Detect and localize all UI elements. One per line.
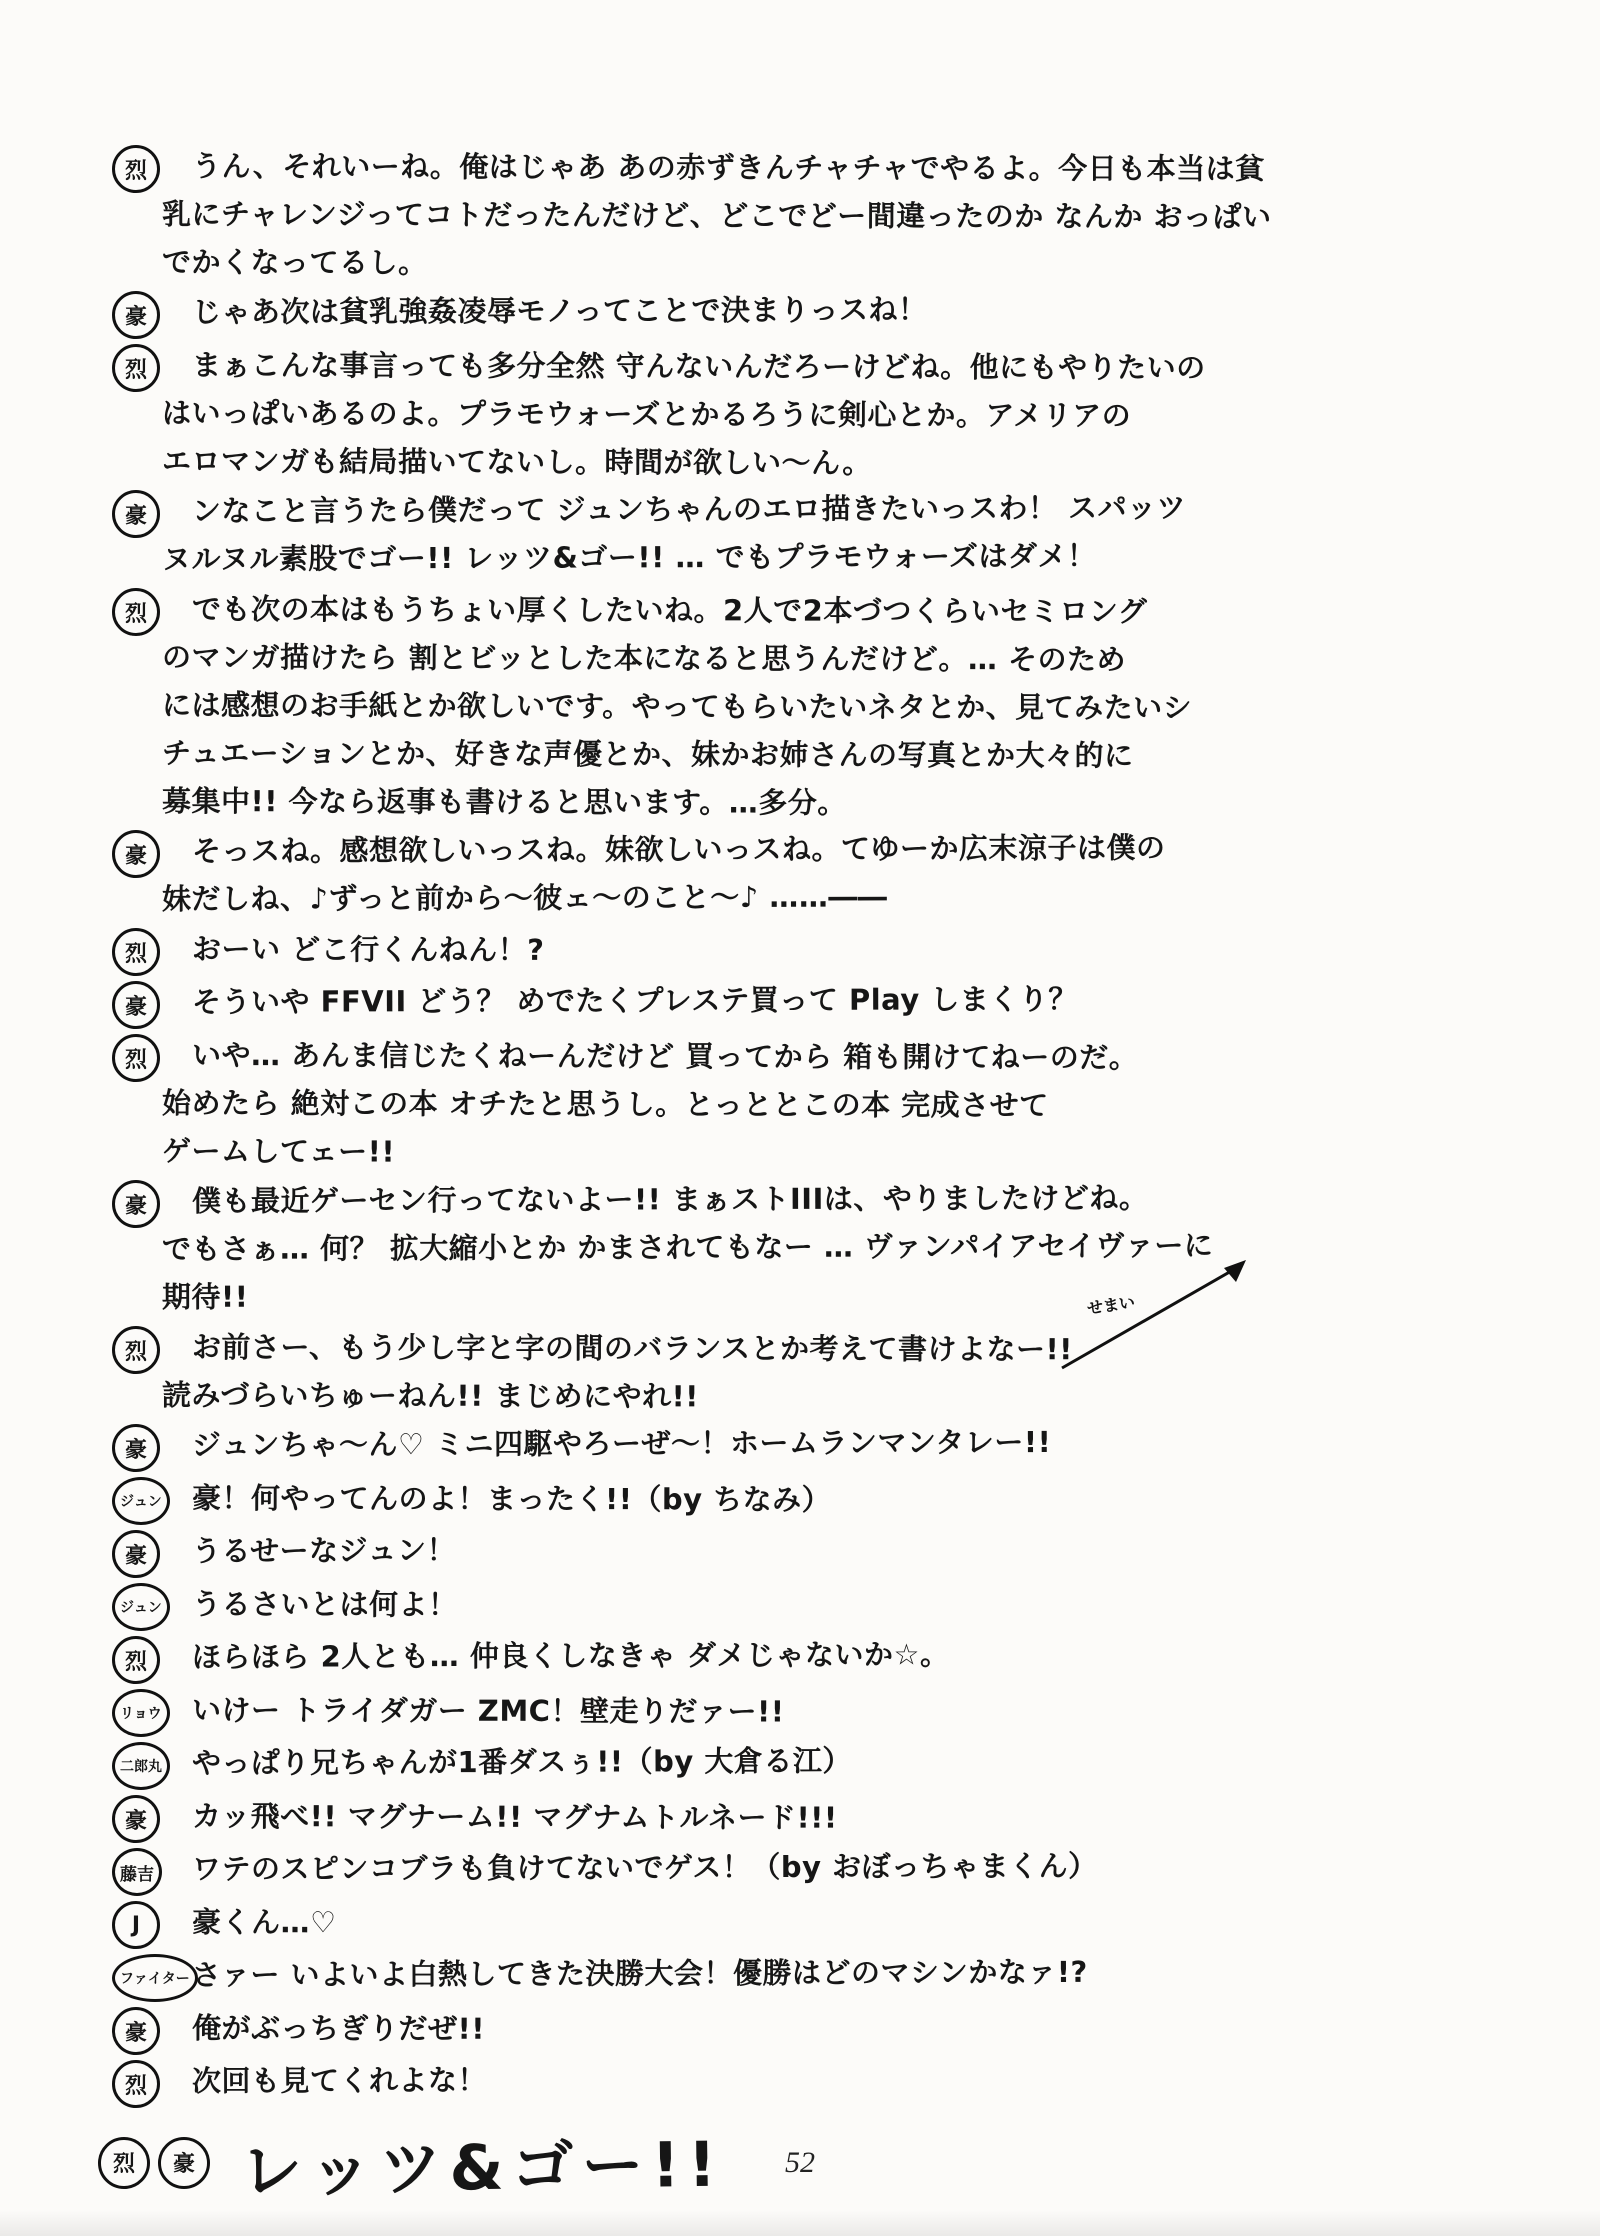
dialogue-line: カッ飛べ!! マグナーム!! マグナムトルネード!!!	[191, 1799, 838, 1835]
speaker-badge: 豪	[112, 1795, 160, 1843]
dialogue-entry	[112, 341, 1560, 485]
dialogue-line: でも次の本はもうちょい厚くしたいね。2人で2本づつくらいセミロング	[191, 592, 1148, 629]
dialogue-lines	[192, 2004, 1560, 2052]
speaker-badge-column	[112, 2004, 192, 2055]
dialogue-lines	[161, 142, 1560, 286]
dialogue-lines	[192, 1845, 1560, 1893]
speaker-badge: ジュン	[112, 1583, 170, 1631]
speaker-badge: 烈	[112, 2060, 160, 2108]
dialogue-line: ンなこと言うたら僕だって ジュンちゃんのエロ描きたいっスわ！ スパッツ	[191, 490, 1187, 528]
page-number: 52	[785, 2146, 815, 2179]
speaker-badge-column	[112, 827, 192, 878]
dialogue-lines	[161, 341, 1560, 485]
speaker-badge-column	[112, 1951, 192, 2002]
dialogue-entry	[112, 827, 1560, 923]
speaker-badge: J	[112, 1901, 160, 1949]
speaker-badge: リョウ	[112, 1689, 170, 1737]
speaker-badge: ファイター	[112, 1954, 198, 2002]
speaker-badge-column	[112, 1580, 192, 1631]
dialogue-line: 乳にチャレンジってコトだったんだけど、どこでどー間違ったのか なんか おっぱい	[161, 197, 1272, 234]
dialogue-list	[112, 142, 1560, 2108]
speaker-badge: 豪	[112, 291, 160, 339]
dialogue-entry	[112, 1686, 1560, 1737]
dialogue-line: うるさいとは何よ！	[191, 1587, 458, 1622]
dialogue-line: まぁこんな事言っても多分全然 守んないんだろーけどね。他にもやりたいの	[191, 348, 1206, 385]
dialogue-entry	[112, 2004, 1560, 2055]
speaker-badge: 烈	[112, 1326, 160, 1374]
dialogue-lines	[192, 288, 1560, 336]
dialogue-entry	[112, 1474, 1560, 1525]
dialogue-line: 始めたら 絶対この本 オチたと思うし。とっととこの本 完成させて	[161, 1086, 1049, 1123]
dialogue-line: チュエーションとか、好きな声優とか、妹かお姉さんの写真とか大々的に	[161, 736, 1134, 773]
dialogue-entry	[112, 142, 1560, 286]
speaker-badge: 豪	[112, 490, 160, 538]
dialogue-entry	[112, 1951, 1560, 2002]
dialogue-line: お前さー、もう少し字と字の間のバランスとか考えて書けよなー!!	[191, 1330, 1073, 1367]
speaker-badge-column	[112, 1845, 192, 1896]
dialogue-line: おーい どこ行くんねん！?	[191, 932, 545, 967]
speaker-badge: 豪	[158, 2137, 210, 2189]
dialogue-entry	[112, 1421, 1560, 1472]
dialogue-line: 豪くん…♡	[191, 1905, 337, 1940]
dialogue-line: には感想のお手紙とか欲しいです。やってもらいたいネタとか、見てみたいシ	[161, 688, 1193, 725]
speaker-badge-column	[112, 142, 192, 193]
dialogue-line: エロマンガも結局描いてないし。時間が欲しい〜ん。	[161, 444, 872, 480]
speaker-badge: 烈	[112, 928, 160, 976]
dialogue-line: 妹だしね、♪ずっと前から〜彼ェ〜のこと〜♪ ……――	[161, 879, 888, 916]
dialogue-line: そっスね。感想欲しいっスね。妹欲しいっスね。てゆーか広末涼子は僕の	[191, 830, 1166, 868]
speaker-badge-column	[112, 1177, 192, 1228]
finale-text: レッツ&ゴー!!	[239, 2127, 725, 2208]
speaker-badge-column	[112, 1474, 192, 1525]
dialogue-line: でかくなってるし。	[161, 245, 428, 280]
dialogue-lines	[192, 1792, 1560, 1840]
speaker-badge-column	[112, 2057, 192, 2108]
dialogue-line: さァー いよいよ白熱してきた決勝大会！優勝はどのマシンかなァ!?	[191, 1954, 1088, 1992]
dialogue-line: 次回も見てくれよな！	[191, 2062, 488, 2098]
dialogue-lines	[192, 978, 1560, 1026]
dialogue-line: ワテのスピンコブラも負けてないでゲス！（by おぼっちゃまくん）	[191, 1848, 1098, 1886]
dialogue-lines	[161, 1031, 1560, 1175]
dialogue-entry	[112, 1633, 1560, 1684]
dialogue-entry	[112, 1792, 1560, 1843]
dialogue-line: ほらほら 2人とも… 仲良くしなきゃ ダメじゃないか☆。	[191, 1637, 950, 1674]
dialogue-line: ヌルヌル素股でゴー!! レッツ&ゴー!! … でもプラモウォーズはダメ！	[161, 538, 1097, 576]
dialogue-lines	[192, 1739, 1560, 1787]
speaker-badge-column	[112, 925, 192, 976]
speaker-badge: 豪	[112, 830, 160, 878]
afterword-content	[112, 142, 1560, 2207]
speaker-badge: 烈	[112, 344, 160, 392]
speaker-badge-column	[112, 585, 192, 636]
speaker-badge-column	[112, 1323, 192, 1374]
speaker-badge: 烈	[112, 588, 160, 636]
speaker-badge-column	[112, 1527, 192, 1578]
dialogue-lines	[192, 1421, 1560, 1469]
speaker-badge-column	[112, 1792, 192, 1843]
speaker-badge: 二郎丸	[112, 1742, 170, 1790]
speaker-badge-column	[112, 1898, 192, 1949]
speaker-badge-column	[112, 1031, 192, 1082]
dialogue-line: 僕も最近ゲーセン行ってないよー!! まぁストIIIは、やりましたけどね。	[191, 1180, 1149, 1218]
arrow-annotation-label: せまい	[1085, 1292, 1137, 1318]
dialogue-entry	[112, 2057, 1560, 2108]
speaker-badge: 烈	[112, 1636, 160, 1684]
dialogue-entry	[112, 1898, 1560, 1949]
dialogue-line: じゃあ次は貧乳強姦凌辱モノってことで決まりっスね！	[191, 292, 928, 329]
dialogue-entry	[112, 1580, 1560, 1631]
dialogue-line: うん、それいーね。俺はじゃあ あの赤ずきんチャチャでやるよ。今日も本当は貧	[191, 149, 1265, 186]
dialogue-lines	[192, 1527, 1560, 1575]
speaker-badge: ジュン	[112, 1477, 170, 1525]
dialogue-entry	[112, 1323, 1560, 1419]
dialogue-lines	[192, 1898, 1560, 1946]
speaker-badge-column	[112, 978, 192, 1029]
arrow-annotation	[1040, 1248, 1280, 1383]
dialogue-entry	[112, 1845, 1560, 1896]
speaker-badge: 藤吉	[112, 1848, 162, 1896]
dialogue-line: 俺がぶっちぎりだぜ!!	[191, 2011, 485, 2046]
dialogue-line: でもさぁ… 何？ 拡大縮小とか かまされてもなー … ヴァンパイアセイヴァーに	[161, 1228, 1214, 1266]
speaker-badge: 豪	[112, 1530, 160, 1578]
dialogue-line: ジュンちゃ〜ん♡ ミニ四駆やろーぜ〜！ホームランマンタレー!!	[191, 1425, 1052, 1462]
dialogue-entry	[112, 1031, 1560, 1175]
dialogue-lines	[192, 925, 1560, 973]
dialogue-line: はいっぱいあるのよ。プラモウォーズとかるろうに剣心とか。アメリアの	[161, 396, 1132, 433]
dialogue-entry	[112, 288, 1560, 339]
speaker-badge-column	[112, 1739, 192, 1790]
dialogue-line: 募集中!! 今なら返事も書けると思います。…多分。	[161, 784, 847, 820]
dialogue-line: いけー トライダガー ZMC！壁走りだァー!!	[191, 1693, 785, 1729]
dialogue-line: 読みづらいちゅーねん!! まじめにやれ!!	[161, 1378, 699, 1414]
speaker-badge: 烈	[112, 145, 160, 193]
dialogue-lines	[192, 1474, 1560, 1522]
dialogue-line: うるせーなジュン！	[191, 1533, 457, 1568]
dialogue-line: 豪！何やってんのよ！まったく!!（by ちなみ）	[191, 1481, 832, 1517]
speaker-badge: 豪	[112, 1424, 160, 1472]
dialogue-lines	[192, 2057, 1560, 2105]
speaker-badge: 豪	[112, 1180, 160, 1228]
dialogue-lines	[161, 1323, 1560, 1419]
dialogue-entry	[112, 487, 1560, 583]
speaker-badge-column	[112, 487, 192, 538]
dialogue-lines	[161, 585, 1560, 825]
dialogue-line: やっぱり兄ちゃんが1番ダスぅ!!（by 大倉る江）	[191, 1743, 852, 1780]
dialogue-lines	[161, 827, 1560, 923]
dialogue-entry	[112, 1527, 1560, 1578]
dialogue-line: ゲームしてェー!!	[161, 1134, 396, 1169]
dialogue-line: のマンガ描けたら 割とビッとした本になると思うんだけど。… そのため	[161, 640, 1127, 677]
dialogue-entry	[112, 978, 1560, 1029]
dialogue-line: 期待!!	[161, 1279, 249, 1314]
dialogue-lines	[192, 1686, 1560, 1734]
dialogue-lines	[161, 487, 1560, 583]
dialogue-entry	[112, 1739, 1560, 1790]
speaker-badge-column	[112, 1686, 192, 1737]
dialogue-lines	[192, 1633, 1560, 1681]
speaker-badge: 豪	[112, 981, 160, 1029]
dialogue-entry	[112, 585, 1560, 825]
dialogue-entry	[112, 925, 1560, 976]
dialogue-line: そういや FFVII どう？ めでたくプレステ買って Play しまくり？	[191, 981, 1078, 1019]
speaker-badge-column	[112, 1421, 192, 1472]
speaker-badge: 烈	[98, 2137, 150, 2189]
speaker-badge-column	[112, 288, 192, 339]
dialogue-entry	[112, 1177, 1560, 1321]
dialogue-line: いや… あんま信じたくねーんだけど 買ってから 箱も開けてねーのだ。	[191, 1038, 1139, 1075]
dialogue-lines	[192, 1580, 1560, 1628]
speaker-badge-column	[112, 341, 192, 392]
speaker-badge: 豪	[112, 2007, 160, 2055]
dialogue-lines	[161, 1177, 1560, 1321]
dialogue-lines	[192, 1951, 1560, 1999]
speaker-badge-column	[112, 1633, 192, 1684]
speaker-badge: 烈	[112, 1034, 160, 1082]
